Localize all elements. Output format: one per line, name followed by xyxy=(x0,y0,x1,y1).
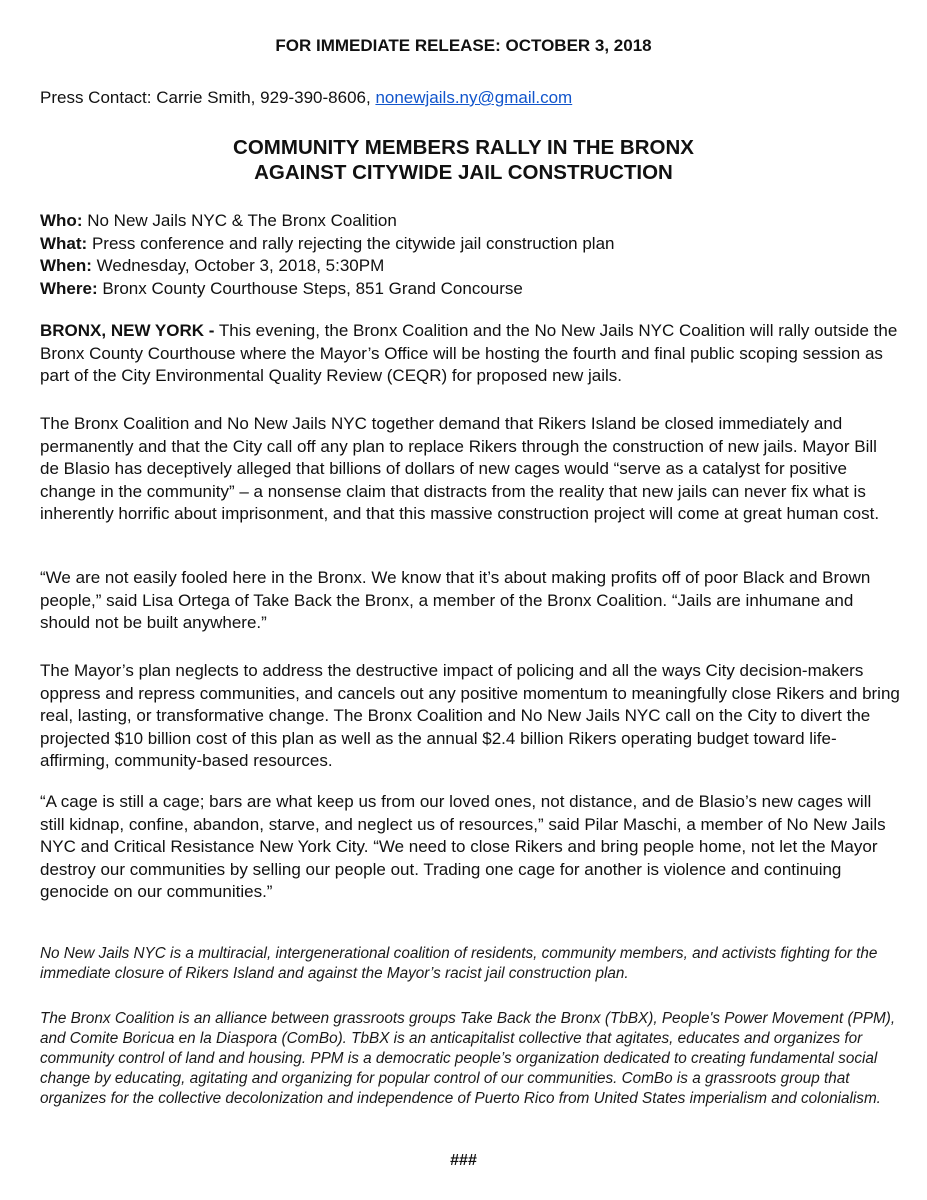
when-label: When: xyxy=(40,256,92,275)
body-paragraph-5: “A cage is still a cage; bars are what keep us from our loved ones, not distance, and de Blasio’s new cages will still kidnap, confine, abandon, starve, and neglect us of resources,” said Pilar Maschi, a member of No New Jails NYC and Critical Resistance New York City. “We need to close Rikers and bring people home, not let the Mayor destroy our communities by selling our people out. Trading one cage for another is violence and continuing genocide on our communities.” xyxy=(40,792,886,901)
who-value: No New Jails NYC & The Bronx Coalition xyxy=(82,211,397,230)
body-paragraph-4: The Mayor’s plan neglects to address the destructive impact of policing and all the ways City decision-makers oppress and repress communities, and cancels out any positive momentum to meaningfully close Rikers and bring real, lasting, or transformative change. The Bronx Coalition and No New Jails NYC call on the City to divert the projected $10 billion cost of this plan as well as the annual $2.4 billion Rikers operating budget toward life-affirming, community-based resources. xyxy=(40,661,900,770)
body-paragraph-1 xyxy=(40,320,900,388)
what-row xyxy=(40,233,900,256)
about-bronx-coalition: The Bronx Coalition is an alliance between grassroots groups Take Back the Bronx (TbBX), People's Power Movement (PPM), and Comite Boricua en la Diaspora (ComBo). TbBX is an anticapitalist collective that agitates, educates and organizes for community control of land and housing. PPM is a democratic people’s organization dedicated to creating fundamental social change by educating, agitating and organizing for popular control of our communities. ComBo is a grassroots group that organizes for the collective decolonization and independence of Puerto Rico from United States imperialism and colonialism. xyxy=(40,1010,896,1107)
body-paragraph-1-text: This evening, the Bronx Coalition and the No New Jails NYC Coalition will rally outside the Bronx County Courthouse where the Mayor’s Office will be hosting the fourth and final public scoping session as part of the City Environmental Quality Review (CEQR) for proposed new jails. xyxy=(40,321,898,385)
where-value: Bronx County Courthouse Steps, 851 Grand Concourse xyxy=(97,278,523,298)
who-row xyxy=(40,210,900,233)
headline xyxy=(0,135,927,185)
press-contact-text: Press Contact: Carrie Smith, 929-390-8606, xyxy=(40,88,376,107)
end-mark: ### xyxy=(450,1152,477,1169)
headline-line-2: AGAINST CITYWIDE JAIL CONSTRUCTION xyxy=(254,161,673,184)
press-contact xyxy=(40,88,572,108)
event-details xyxy=(40,210,900,300)
headline-line-1: COMMUNITY MEMBERS RALLY IN THE BRONX xyxy=(233,136,694,159)
who-label: Who: xyxy=(40,211,83,230)
about-no-new-jails: No New Jails NYC is a multiracial, intergenerational coalition of residents, community members, and activists fighting for the immediate closure of Rikers Island and against the Mayor’s racist jail construction plan. xyxy=(40,945,878,982)
where-label: Where: xyxy=(40,278,98,298)
release-date-line: FOR IMMEDIATE RELEASE: OCTOBER 3, 2018 xyxy=(275,36,652,55)
when-value: Wednesday, October 3, 2018, 5:30PM xyxy=(91,256,385,275)
what-label: What: xyxy=(40,233,88,253)
what-value: Press conference and rally rejecting the citywide jail construction plan xyxy=(87,233,615,253)
contact-email-link[interactable]: nonewjails.ny@gmail.com xyxy=(375,88,573,107)
where-row xyxy=(40,278,900,301)
body-paragraph-2: The Bronx Coalition and No New Jails NYC together demand that Rikers Island be closed immediately and permanently and that the City call off any plan to replace Rikers through the construction of new jails. Mayor Bill de Blasio has deceptively alleged that billions of dollars of new cages would “serve as a catalyst for positive change in the community” – a nonsense claim that distracts from the reality that new jails can never fix what is inherently horrific about imprisonment, and that this massive construction project will come at great human cost. xyxy=(40,414,880,523)
dateline: BRONX, NEW YORK - xyxy=(40,321,215,340)
when-row xyxy=(40,255,900,278)
body-paragraph-3: “We are not easily fooled here in the Bronx. We know that it’s about making profits off of poor Black and Brown people,” said Lisa Ortega of Take Back the Bronx, a member of the Bronx Coalition. “Jails are inhumane and should not be built anywhere.” xyxy=(40,568,871,632)
